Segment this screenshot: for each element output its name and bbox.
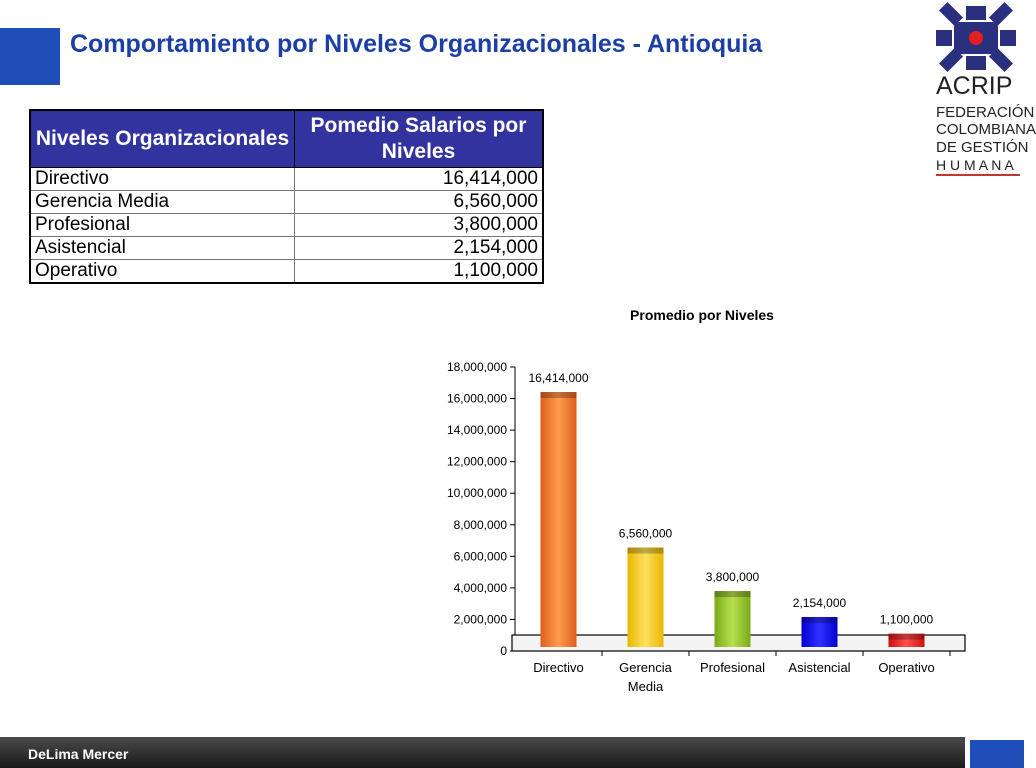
footer-bar (0, 737, 965, 768)
data-label: 2,154,000 (792, 596, 847, 611)
data-label: 1,100,000 (879, 612, 934, 627)
header-promedio: Pomedio Salarios por Niveles (295, 110, 544, 168)
row-label: Operativo (30, 260, 295, 284)
page-title: Comportamiento por Niveles Organizacionales - Antioquia (70, 30, 763, 58)
y-tick-label: 14,000,000 (446, 423, 507, 438)
bar (628, 547, 664, 647)
logo-name: ACRIP (936, 72, 1013, 100)
footer-accent-square (970, 740, 1024, 768)
logo-line-1: FEDERACIÓN (936, 104, 1035, 121)
data-label: 6,560,000 (618, 526, 673, 541)
row-label: Asistencial (30, 237, 295, 260)
y-tick-label: 2,000,000 (453, 612, 507, 627)
y-tick-label: 0 (500, 644, 507, 658)
y-tick-label: 10,000,000 (446, 486, 507, 501)
x-tick-label: Operativo (878, 660, 935, 675)
bar-top-face (628, 547, 664, 553)
table-header-row (30, 110, 543, 168)
bar (715, 591, 751, 647)
row-value: 3,800,000 (295, 214, 544, 237)
bar-top-face (889, 634, 925, 640)
y-tick-label: 16,000,000 (446, 391, 507, 406)
row-value: 16,414,000 (295, 168, 544, 191)
row-value: 1,100,000 (295, 260, 544, 284)
footer-text: DeLima Mercer (28, 746, 129, 762)
table-row (30, 168, 543, 191)
y-axis (447, 360, 515, 658)
bar-top-face (541, 392, 577, 398)
x-tick-label: Asistencial (788, 660, 851, 675)
x-tick-label: Gerencia Media (619, 660, 672, 694)
x-tick-label: Profesional (699, 660, 766, 675)
x-tick-label: Directivo (533, 660, 584, 675)
row-label: Gerencia Media (30, 191, 295, 214)
row-value: 2,154,000 (295, 237, 544, 260)
title-accent-square (0, 28, 60, 85)
y-tick-label: 12,000,000 (446, 454, 507, 469)
y-tick-label: 4,000,000 (453, 580, 507, 595)
logo-underline (936, 174, 1020, 176)
salary-table (29, 109, 544, 284)
y-tick-label: 18,000,000 (446, 360, 507, 374)
logo-line-2: COLOMBIANA (936, 121, 1036, 138)
x-axis (515, 651, 965, 694)
table-row (30, 214, 543, 237)
data-label: 3,800,000 (705, 570, 760, 585)
bar-chart (420, 300, 960, 710)
table-row (30, 260, 543, 284)
row-value: 6,560,000 (295, 191, 544, 214)
bar-top-face (802, 617, 838, 623)
data-label: 16,414,000 (528, 371, 589, 386)
row-label: Profesional (30, 214, 295, 237)
logo-line-3: DE GESTIÓN (936, 139, 1029, 156)
y-tick-label: 6,000,000 (453, 549, 507, 564)
bars-group (528, 371, 933, 647)
table-row (30, 191, 543, 214)
row-label: Directivo (30, 168, 295, 191)
bar-top-face (715, 591, 751, 597)
table-row (30, 237, 543, 260)
y-tick-label: 8,000,000 (453, 517, 507, 532)
logo-line-4: H U M A N A (936, 157, 1014, 173)
header-niveles: Niveles Organizacionales (30, 110, 295, 168)
bar (541, 392, 577, 647)
chart-title: Promedio por Niveles (630, 307, 774, 323)
